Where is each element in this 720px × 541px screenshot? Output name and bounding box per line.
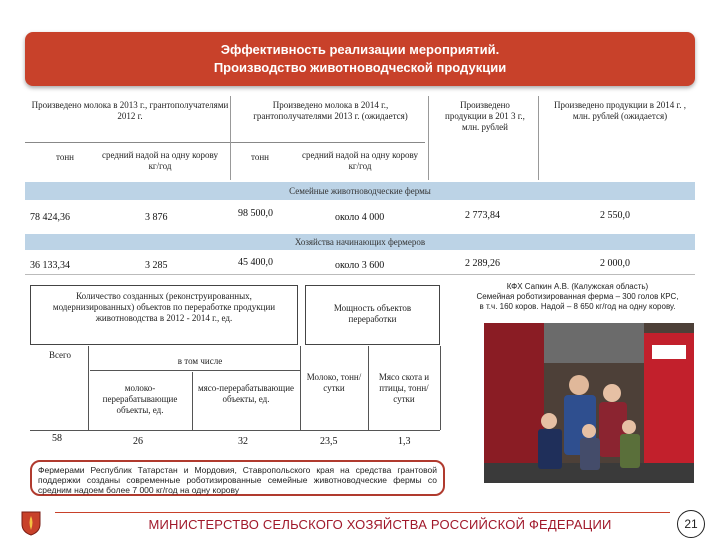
col3-header: Произведено продукции в 201 3 г., млн. рублей xyxy=(445,100,525,132)
objects-divider xyxy=(300,346,301,430)
milk-capacity-label: Молоко, тонн/сутки xyxy=(306,372,362,393)
row2-yield-2013: 3 285 xyxy=(145,260,168,271)
table-bottom-line xyxy=(25,274,695,275)
farm-caption-line-2: Семейная роботизированная ферма – 300 голов КРС, xyxy=(476,292,679,301)
objects-row-line xyxy=(30,430,440,431)
note-box: Фермерами Республик Татарстан и Мордовия, Ставропольского края на средства грантовой поддержки созданы современные роботизированные семейные животноводческие фермы со средним надоем более 7 000 кг/год на одну корову xyxy=(30,460,445,496)
row1-yield-2014: около 4 000 xyxy=(335,212,385,223)
col1-header: Произведено молока в 2013 г., грантополучателями 2012 г. xyxy=(31,100,229,121)
including-label: в том числе xyxy=(177,356,223,366)
page-number: 21 xyxy=(677,510,705,538)
band-family-farms: Семейные животноводческие фермы xyxy=(25,182,695,200)
created-objects-header: Количество созданных (реконструированных, модернизированных) объектов по переработке продукции животноводства в 2012 - 2014 г., ед. xyxy=(52,291,276,323)
milk-objects-label: молоко-перерабатывающие объекты, ед. xyxy=(102,383,178,415)
footer-line xyxy=(55,512,670,513)
band-beginning-farmers: Хозяйства начинающих фермеров xyxy=(25,234,695,250)
row1-tons-2013: 78 424,36 xyxy=(30,212,70,223)
sub-tons-1: тонн xyxy=(56,152,74,162)
objects-divider xyxy=(192,372,193,430)
objects-total-value: 58 xyxy=(52,433,62,444)
row2-product-2014: 2 000,0 xyxy=(600,258,630,269)
meat-objects-label: мясо-перерабатывающие объекты, ед. xyxy=(197,383,295,404)
header-divider xyxy=(25,142,425,143)
objects-divider xyxy=(440,346,441,430)
col-divider xyxy=(230,96,231,180)
row1-tons-2014: 98 500,0 xyxy=(238,208,273,219)
row1-yield-2013: 3 876 xyxy=(145,212,168,223)
sub-tons-2: тонн xyxy=(251,152,269,162)
total-label: Всего xyxy=(48,350,72,360)
objects-divider xyxy=(368,346,369,430)
row2-tons-2014: 45 400,0 xyxy=(238,257,273,268)
row2-yield-2014: около 3 600 xyxy=(335,260,385,271)
col2-header: Произведено молока в 2014 г., грантополучателями 2013 г. (ожидается) xyxy=(253,100,408,121)
col-divider xyxy=(428,96,429,180)
meat-capacity-value: 1,3 xyxy=(398,436,411,447)
objects-divider xyxy=(88,346,89,430)
title-line-2: Производство животноводческой продукции xyxy=(213,60,507,75)
ministry-name: МИНИСТЕРСТВО СЕЛЬСКОГО ХОЗЯЙСТВА РОССИЙСКОЙ ФЕДЕРАЦИИ xyxy=(148,517,612,532)
col-divider xyxy=(538,96,539,180)
farm-family-photo xyxy=(484,323,694,483)
sub-yield-2: средний надой на одну корову кг/год xyxy=(302,150,418,171)
meat-objects-value: 32 xyxy=(238,436,248,447)
farm-caption-line-1: КФХ Сапкин А.В. (Калужская область) xyxy=(506,282,649,291)
title-line-1: Эффективность реализации мероприятий. xyxy=(220,42,500,57)
row2-product-2013: 2 289,26 xyxy=(465,258,500,269)
farm-caption-line-3: в т.ч. 160 коров. Надой – 8 650 кг/год на одну корову. xyxy=(479,302,676,311)
including-underline xyxy=(90,370,300,371)
capacity-header: Мощность объектов переработки xyxy=(333,303,412,324)
row1-product-2013: 2 773,84 xyxy=(465,210,500,221)
col4-header: Произведено продукции в 2014 г. , млн. рублей (ожидается) xyxy=(554,100,686,121)
milk-objects-value: 26 xyxy=(133,436,143,447)
milk-capacity-value: 23,5 xyxy=(320,436,338,447)
row2-tons-2013: 36 133,34 xyxy=(30,260,70,271)
sub-yield-1: средний надой на одну корову кг/год xyxy=(102,150,218,171)
meat-capacity-label: Мясо скота и птицы, тонн/сутки xyxy=(378,372,430,404)
ministry-emblem-icon xyxy=(20,510,42,536)
farm-caption xyxy=(455,282,700,312)
page-title xyxy=(25,32,695,86)
row1-product-2014: 2 550,0 xyxy=(600,210,630,221)
